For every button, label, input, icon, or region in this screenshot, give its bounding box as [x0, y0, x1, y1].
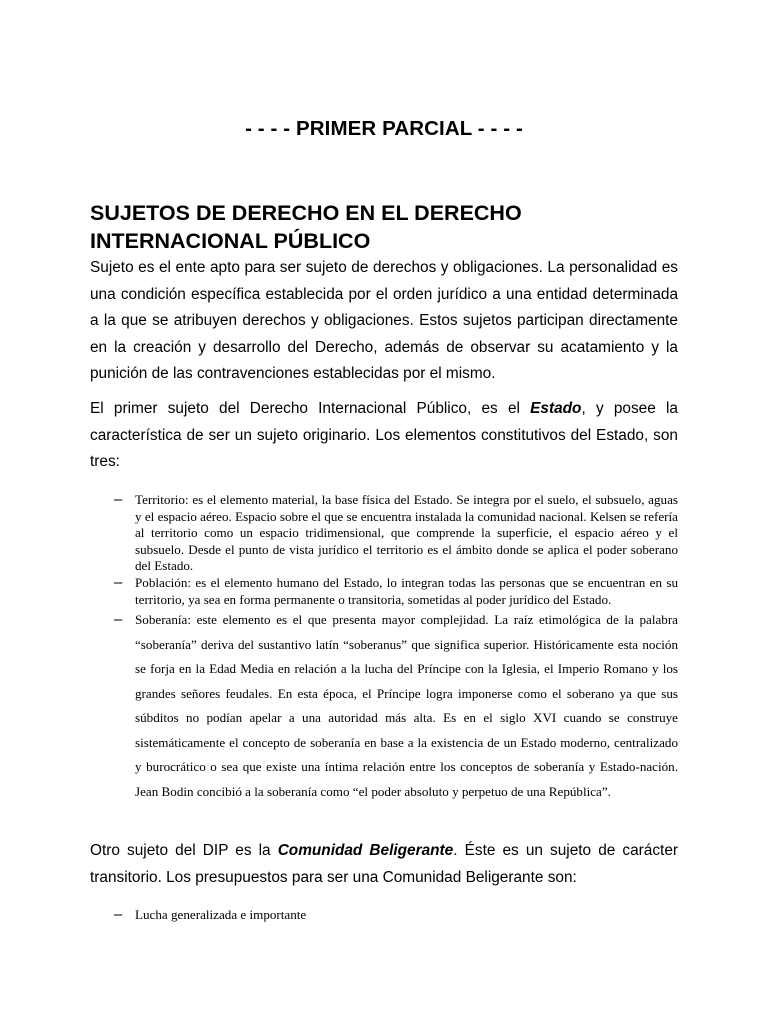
presupuestos-list: [90, 906, 678, 923]
list-item-poblacion: [90, 575, 678, 608]
list-item-text: Soberanía: este elemento es el que presenta mayor complejidad. La raíz etimológica de la palabra “soberanía” deriva del sustantivo latín “soberanus” que significa superior. Históricamente esta noción se forja en la Edad Media en relación a la lucha del Príncipe con la Iglesia, el Imperio Romano y los grandes señores feudales. En esta época, el Príncipe logra imponerse como el soberano ya que sus súbditos no podían apelar a una autoridad más alta. Es en el siglo XVI cuando se construye sistemáticamente el concepto de soberanía en base a la existencia de un Estado moderno, centralizado y burocrático o sea que existe una íntima relación entre los conceptos de soberanía y Estado-nación. Jean Bodin concibió a la soberanía como “el poder absoluto y perpetuo de una República”.: [135, 612, 678, 799]
paragraph-text: Otro sujeto del DIP es la: [90, 842, 278, 859]
elementos-list: [90, 492, 678, 804]
paragraph-text: , y posee la característica de ser un sujeto originario. Los elementos constitutivos del Estado, son tres:: [90, 400, 678, 471]
list-item-text: Población: es el elemento humano del Estado, lo integran todas las personas que se encuentran en su territorio, ya sea en forma permanente o transitoria, sometidas al poder jurídico del Estado.: [135, 574, 678, 607]
paragraph-text: El primer sujeto del Derecho Internacional Público, es el: [90, 400, 531, 417]
list-item-text: Territorio: es el elemento material, la base física del Estado. Se integra por el suelo, el subsuelo, aguas y el espacio aéreo. Espacio sobre el que se encuentra instalada la comunidad nacional. Kelsen se refería al territorio como un espacio tridimensional, que comprende la superficie, el espacio aéreo y el subsuelo. Desde el punto de vista jurídico el territorio es el ámbito donde se aplica el poder soberano del Estado.: [135, 492, 678, 574]
dash-bullet-icon: –: [114, 906, 123, 923]
list-item-text: Lucha generalizada e importante: [135, 907, 307, 922]
emphasis-estado: Estado: [530, 400, 582, 417]
list-item-territorio: [90, 492, 678, 575]
paragraph-comunidad-beligerante: [90, 838, 678, 891]
dash-bullet-icon: –: [114, 573, 123, 591]
paragraph-text: . Éste es un sujeto de carácter transitorio. Los presupuestos para ser una Comunidad Beligerante son:: [90, 842, 679, 886]
dash-bullet-icon: –: [114, 491, 123, 508]
list-item-lucha: [90, 906, 678, 923]
emphasis-comunidad-beligerante: Comunidad Beligerante: [277, 842, 454, 859]
paragraph-sujeto-definicion: Sujeto es el ente apto para ser sujeto de derechos y obligaciones. La personalidad es una condición específica establecida por el orden jurídico a una entidad determinada a la que se atribuyen derechos y obligaciones. Estos sujetos participan directamente en la creación y desarrollo del Derecho, además de observar su acatamiento y la punición de las contravenciones establecidas por el mismo.: [90, 259, 678, 383]
list-item-soberania: [90, 608, 678, 804]
paragraph-estado: [90, 396, 678, 476]
section-heading: SUJETOS DE DERECHO EN EL DERECHO INTERNACIONAL PÚBLICO: [90, 201, 522, 253]
page-title: - - - - PRIMER PARCIAL - - - -: [245, 117, 523, 140]
dash-bullet-icon: –: [114, 611, 123, 629]
